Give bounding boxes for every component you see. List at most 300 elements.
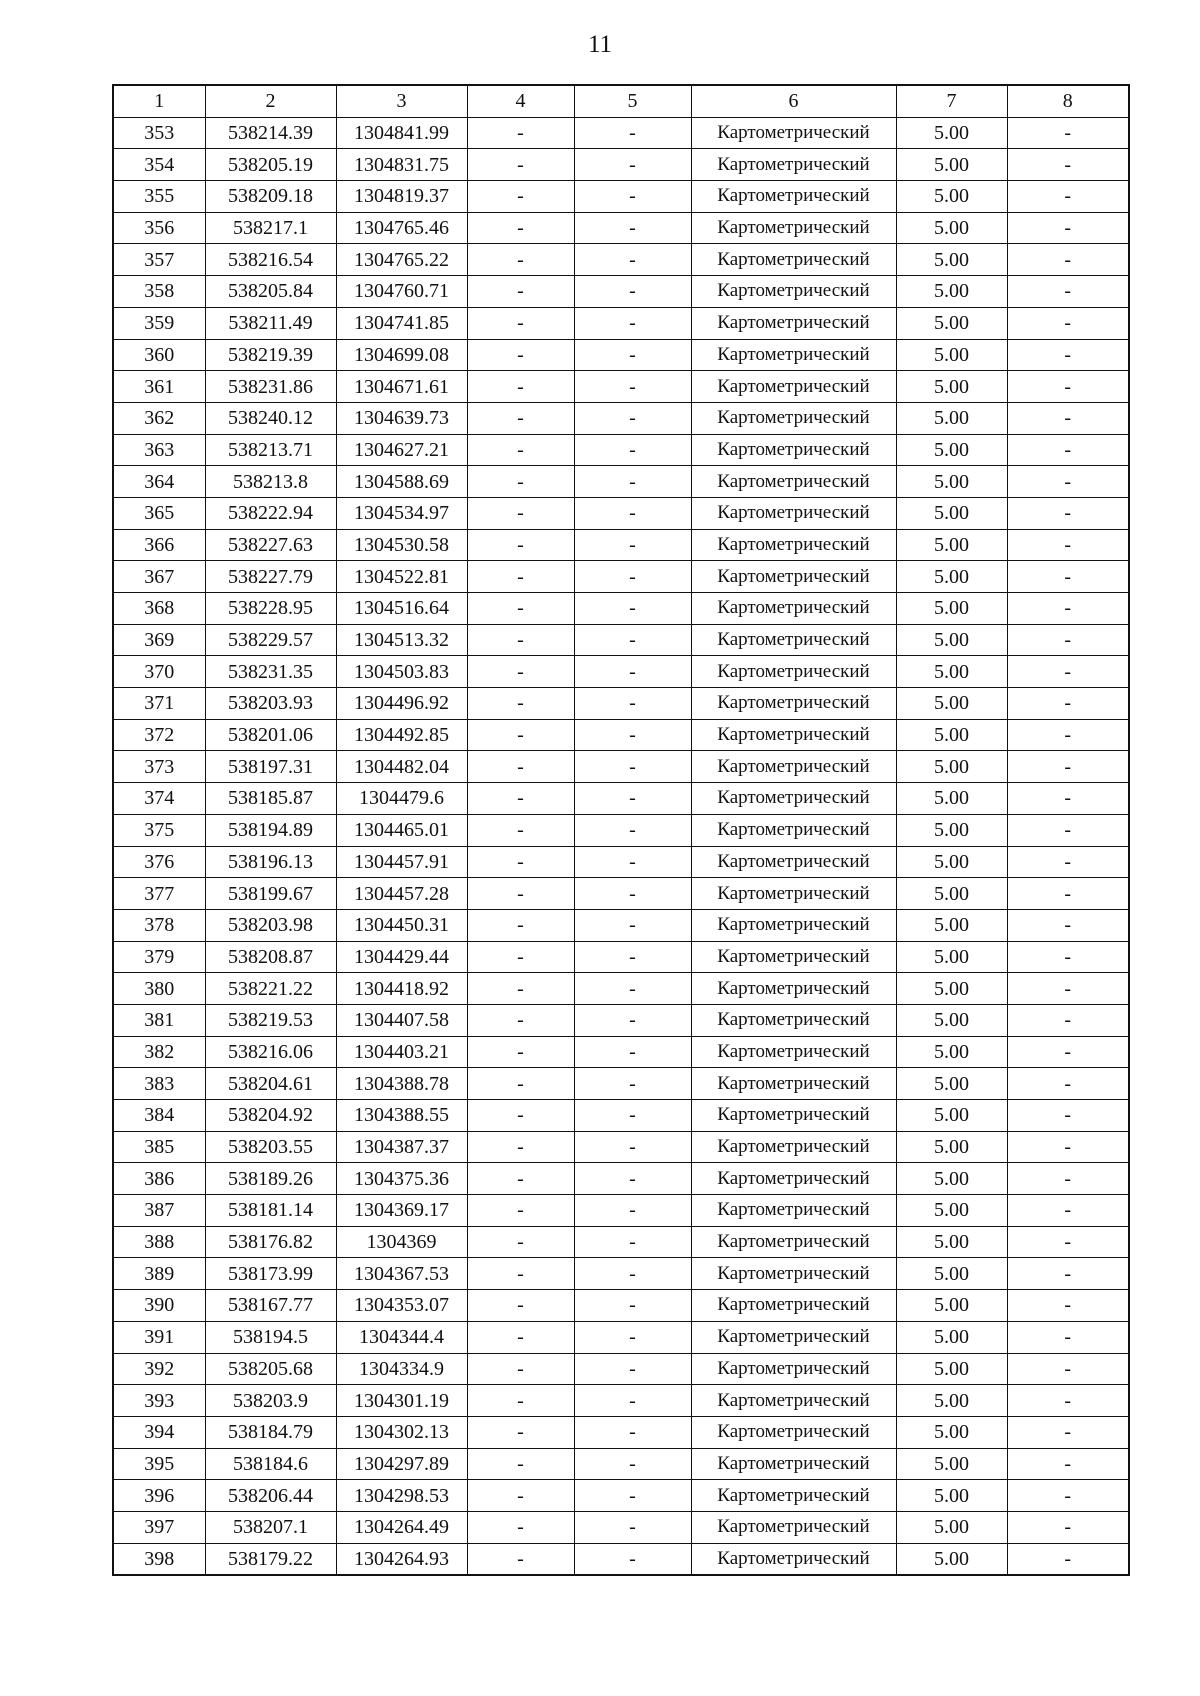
col-4-value-cell: - — [467, 497, 574, 529]
header-row — [113, 85, 1129, 117]
col-8-value-cell: - — [1007, 1068, 1129, 1100]
col-8-value-cell: - — [1007, 117, 1129, 149]
x-coordinate-cell: 538189.26 — [205, 1163, 336, 1195]
accuracy-cell: 5.00 — [896, 371, 1007, 403]
col-4-value-cell: - — [467, 1068, 574, 1100]
col-5-value-cell: - — [574, 212, 691, 244]
col-4-value-cell: - — [467, 593, 574, 625]
table-row — [113, 244, 1129, 276]
table-row — [113, 371, 1129, 403]
method-cell: Картометрический — [691, 1290, 896, 1322]
table-row — [113, 1195, 1129, 1227]
x-coordinate-cell: 538205.19 — [205, 149, 336, 181]
point-number-cell: 366 — [113, 529, 205, 561]
accuracy-cell: 5.00 — [896, 149, 1007, 181]
y-coordinate-cell: 1304297.89 — [336, 1448, 467, 1480]
accuracy-cell: 5.00 — [896, 751, 1007, 783]
col-5-value-cell: - — [574, 307, 691, 339]
col-8-value-cell: - — [1007, 593, 1129, 625]
point-number-cell: 376 — [113, 846, 205, 878]
col-4-value-cell: - — [467, 1290, 574, 1322]
col-5-value-cell: - — [574, 1511, 691, 1543]
accuracy-cell: 5.00 — [896, 688, 1007, 720]
table-row — [113, 814, 1129, 846]
method-cell: Картометрический — [691, 212, 896, 244]
point-number-cell: 383 — [113, 1068, 205, 1100]
point-number-cell: 362 — [113, 402, 205, 434]
col-8-value-cell: - — [1007, 1195, 1129, 1227]
col-4-value-cell: - — [467, 1353, 574, 1385]
y-coordinate-cell: 1304492.85 — [336, 719, 467, 751]
col-4-value-cell: - — [467, 307, 574, 339]
y-coordinate-cell: 1304741.85 — [336, 307, 467, 339]
method-cell: Картометрический — [691, 846, 896, 878]
y-coordinate-cell: 1304831.75 — [336, 149, 467, 181]
col-4-value-cell: - — [467, 117, 574, 149]
point-number-cell: 361 — [113, 371, 205, 403]
table-row — [113, 973, 1129, 1005]
x-coordinate-cell: 538185.87 — [205, 783, 336, 815]
col-8-value-cell: - — [1007, 212, 1129, 244]
table-row — [113, 1353, 1129, 1385]
y-coordinate-cell: 1304298.53 — [336, 1480, 467, 1512]
table-row — [113, 1543, 1129, 1575]
col-4-value-cell: - — [467, 561, 574, 593]
table-row — [113, 1068, 1129, 1100]
col-8-value-cell: - — [1007, 656, 1129, 688]
col-4-value-cell: - — [467, 1385, 574, 1417]
x-coordinate-cell: 538213.71 — [205, 434, 336, 466]
point-number-cell: 394 — [113, 1416, 205, 1448]
x-coordinate-cell: 538204.61 — [205, 1068, 336, 1100]
method-cell: Картометрический — [691, 719, 896, 751]
col-4-value-cell: - — [467, 1480, 574, 1512]
col-4-value-cell: - — [467, 1416, 574, 1448]
col-4-value-cell: - — [467, 1004, 574, 1036]
method-cell: Картометрический — [691, 561, 896, 593]
col-5-value-cell: - — [574, 1385, 691, 1417]
x-coordinate-cell: 538184.6 — [205, 1448, 336, 1480]
accuracy-cell: 5.00 — [896, 1036, 1007, 1068]
method-cell: Картометрический — [691, 656, 896, 688]
accuracy-cell: 5.00 — [896, 1068, 1007, 1100]
y-coordinate-cell: 1304375.36 — [336, 1163, 467, 1195]
col-4-value-cell: - — [467, 973, 574, 1005]
table-row — [113, 909, 1129, 941]
col-5-value-cell: - — [574, 1226, 691, 1258]
method-cell: Картометрический — [691, 466, 896, 498]
y-coordinate-cell: 1304530.58 — [336, 529, 467, 561]
col-4-value-cell: - — [467, 783, 574, 815]
point-number-cell: 386 — [113, 1163, 205, 1195]
method-cell: Картометрический — [691, 1068, 896, 1100]
col-5-value-cell: - — [574, 1258, 691, 1290]
method-cell: Картометрический — [691, 1004, 896, 1036]
col-4-value-cell: - — [467, 751, 574, 783]
col-5-value-cell: - — [574, 497, 691, 529]
x-coordinate-cell: 538197.31 — [205, 751, 336, 783]
column-header-2: 2 — [205, 85, 336, 117]
x-coordinate-cell: 538222.94 — [205, 497, 336, 529]
y-coordinate-cell: 1304457.28 — [336, 878, 467, 910]
method-cell: Картометрический — [691, 1258, 896, 1290]
table-row — [113, 434, 1129, 466]
col-5-value-cell: - — [574, 117, 691, 149]
col-4-value-cell: - — [467, 719, 574, 751]
x-coordinate-cell: 538205.84 — [205, 276, 336, 308]
table-row — [113, 1480, 1129, 1512]
col-4-value-cell: - — [467, 371, 574, 403]
accuracy-cell: 5.00 — [896, 276, 1007, 308]
x-coordinate-cell: 538209.18 — [205, 181, 336, 213]
col-5-value-cell: - — [574, 783, 691, 815]
col-5-value-cell: - — [574, 1068, 691, 1100]
col-8-value-cell: - — [1007, 529, 1129, 561]
table-row — [113, 624, 1129, 656]
x-coordinate-cell: 538173.99 — [205, 1258, 336, 1290]
x-coordinate-cell: 538199.67 — [205, 878, 336, 910]
accuracy-cell: 5.00 — [896, 1385, 1007, 1417]
accuracy-cell: 5.00 — [896, 941, 1007, 973]
accuracy-cell: 5.00 — [896, 909, 1007, 941]
col-4-value-cell: - — [467, 878, 574, 910]
point-number-cell: 368 — [113, 593, 205, 625]
col-4-value-cell: - — [467, 909, 574, 941]
col-8-value-cell: - — [1007, 814, 1129, 846]
y-coordinate-cell: 1304482.04 — [336, 751, 467, 783]
table-row — [113, 878, 1129, 910]
accuracy-cell: 5.00 — [896, 1448, 1007, 1480]
col-8-value-cell: - — [1007, 149, 1129, 181]
col-4-value-cell: - — [467, 1543, 574, 1575]
col-8-value-cell: - — [1007, 307, 1129, 339]
col-8-value-cell: - — [1007, 434, 1129, 466]
accuracy-cell: 5.00 — [896, 561, 1007, 593]
accuracy-cell: 5.00 — [896, 497, 1007, 529]
column-header-1: 1 — [113, 85, 205, 117]
method-cell: Картометрический — [691, 1511, 896, 1543]
col-8-value-cell: - — [1007, 1290, 1129, 1322]
point-number-cell: 388 — [113, 1226, 205, 1258]
col-4-value-cell: - — [467, 1195, 574, 1227]
method-cell: Картометрический — [691, 1226, 896, 1258]
table-row — [113, 1004, 1129, 1036]
y-coordinate-cell: 1304301.19 — [336, 1385, 467, 1417]
method-cell: Картометрический — [691, 307, 896, 339]
y-coordinate-cell: 1304479.6 — [336, 783, 467, 815]
x-coordinate-cell: 538208.87 — [205, 941, 336, 973]
point-number-cell: 384 — [113, 1100, 205, 1132]
method-cell: Картометрический — [691, 624, 896, 656]
x-coordinate-cell: 538227.79 — [205, 561, 336, 593]
col-4-value-cell: - — [467, 1511, 574, 1543]
accuracy-cell: 5.00 — [896, 973, 1007, 1005]
col-8-value-cell: - — [1007, 1004, 1129, 1036]
y-coordinate-cell: 1304367.53 — [336, 1258, 467, 1290]
table-row — [113, 149, 1129, 181]
x-coordinate-cell: 538194.89 — [205, 814, 336, 846]
point-number-cell: 371 — [113, 688, 205, 720]
y-coordinate-cell: 1304513.32 — [336, 624, 467, 656]
point-number-cell: 377 — [113, 878, 205, 910]
col-5-value-cell: - — [574, 1543, 691, 1575]
y-coordinate-cell: 1304369.17 — [336, 1195, 467, 1227]
col-5-value-cell: - — [574, 1036, 691, 1068]
point-number-cell: 364 — [113, 466, 205, 498]
method-cell: Картометрический — [691, 593, 896, 625]
y-coordinate-cell: 1304429.44 — [336, 941, 467, 973]
col-8-value-cell: - — [1007, 339, 1129, 371]
y-coordinate-cell: 1304465.01 — [336, 814, 467, 846]
method-cell: Картометрический — [691, 878, 896, 910]
point-number-cell: 387 — [113, 1195, 205, 1227]
accuracy-cell: 5.00 — [896, 1290, 1007, 1322]
point-number-cell: 385 — [113, 1131, 205, 1163]
x-coordinate-cell: 538221.22 — [205, 973, 336, 1005]
column-header-3: 3 — [336, 85, 467, 117]
accuracy-cell: 5.00 — [896, 212, 1007, 244]
col-5-value-cell: - — [574, 941, 691, 973]
col-5-value-cell: - — [574, 1100, 691, 1132]
table-row — [113, 212, 1129, 244]
col-5-value-cell: - — [574, 1480, 691, 1512]
col-5-value-cell: - — [574, 719, 691, 751]
col-4-value-cell: - — [467, 1448, 574, 1480]
table-row — [113, 339, 1129, 371]
table-header — [113, 85, 1129, 117]
col-5-value-cell: - — [574, 973, 691, 1005]
col-5-value-cell: - — [574, 149, 691, 181]
col-8-value-cell: - — [1007, 1163, 1129, 1195]
table-row — [113, 751, 1129, 783]
col-4-value-cell: - — [467, 276, 574, 308]
col-8-value-cell: - — [1007, 1131, 1129, 1163]
col-8-value-cell: - — [1007, 941, 1129, 973]
col-4-value-cell: - — [467, 1100, 574, 1132]
method-cell: Картометрический — [691, 402, 896, 434]
accuracy-cell: 5.00 — [896, 339, 1007, 371]
table-row — [113, 1226, 1129, 1258]
accuracy-cell: 5.00 — [896, 1321, 1007, 1353]
accuracy-cell: 5.00 — [896, 593, 1007, 625]
col-5-value-cell: - — [574, 593, 691, 625]
method-cell: Картометрический — [691, 497, 896, 529]
x-coordinate-cell: 538205.68 — [205, 1353, 336, 1385]
point-number-cell: 392 — [113, 1353, 205, 1385]
x-coordinate-cell: 538228.95 — [205, 593, 336, 625]
table-body — [113, 117, 1129, 1575]
col-5-value-cell: - — [574, 656, 691, 688]
accuracy-cell: 5.00 — [896, 1416, 1007, 1448]
x-coordinate-cell: 538216.54 — [205, 244, 336, 276]
accuracy-cell: 5.00 — [896, 1004, 1007, 1036]
accuracy-cell: 5.00 — [896, 1163, 1007, 1195]
point-number-cell: 357 — [113, 244, 205, 276]
col-4-value-cell: - — [467, 149, 574, 181]
accuracy-cell: 5.00 — [896, 529, 1007, 561]
accuracy-cell: 5.00 — [896, 656, 1007, 688]
y-coordinate-cell: 1304264.49 — [336, 1511, 467, 1543]
method-cell: Картометрический — [691, 529, 896, 561]
point-number-cell: 369 — [113, 624, 205, 656]
col-8-value-cell: - — [1007, 466, 1129, 498]
col-5-value-cell: - — [574, 371, 691, 403]
method-cell: Картометрический — [691, 973, 896, 1005]
col-8-value-cell: - — [1007, 497, 1129, 529]
point-number-cell: 390 — [113, 1290, 205, 1322]
table-row — [113, 1511, 1129, 1543]
method-cell: Картометрический — [691, 909, 896, 941]
accuracy-cell: 5.00 — [896, 1100, 1007, 1132]
accuracy-cell: 5.00 — [896, 783, 1007, 815]
point-number-cell: 360 — [113, 339, 205, 371]
col-5-value-cell: - — [574, 1448, 691, 1480]
col-5-value-cell: - — [574, 624, 691, 656]
y-coordinate-cell: 1304503.83 — [336, 656, 467, 688]
method-cell: Картометрический — [691, 1195, 896, 1227]
table-row — [113, 783, 1129, 815]
x-coordinate-cell: 538240.12 — [205, 402, 336, 434]
point-number-cell: 397 — [113, 1511, 205, 1543]
x-coordinate-cell: 538213.8 — [205, 466, 336, 498]
method-cell: Картометрический — [691, 1163, 896, 1195]
col-5-value-cell: - — [574, 434, 691, 466]
table-row — [113, 181, 1129, 213]
method-cell: Картометрический — [691, 783, 896, 815]
x-coordinate-cell: 538196.13 — [205, 846, 336, 878]
table-row — [113, 941, 1129, 973]
table-row — [113, 466, 1129, 498]
accuracy-cell: 5.00 — [896, 814, 1007, 846]
col-5-value-cell: - — [574, 751, 691, 783]
col-5-value-cell: - — [574, 561, 691, 593]
y-coordinate-cell: 1304387.37 — [336, 1131, 467, 1163]
col-8-value-cell: - — [1007, 1543, 1129, 1575]
table-row — [113, 846, 1129, 878]
point-number-cell: 398 — [113, 1543, 205, 1575]
col-5-value-cell: - — [574, 1290, 691, 1322]
x-coordinate-cell: 538231.86 — [205, 371, 336, 403]
accuracy-cell: 5.00 — [896, 878, 1007, 910]
col-4-value-cell: - — [467, 434, 574, 466]
y-coordinate-cell: 1304534.97 — [336, 497, 467, 529]
point-number-cell: 373 — [113, 751, 205, 783]
col-8-value-cell: - — [1007, 1258, 1129, 1290]
method-cell: Картометрический — [691, 1385, 896, 1417]
x-coordinate-cell: 538229.57 — [205, 624, 336, 656]
col-8-value-cell: - — [1007, 973, 1129, 1005]
page-number: 11 — [587, 31, 613, 58]
y-coordinate-cell: 1304344.4 — [336, 1321, 467, 1353]
col-4-value-cell: - — [467, 1036, 574, 1068]
accuracy-cell: 5.00 — [896, 402, 1007, 434]
y-coordinate-cell: 1304496.92 — [336, 688, 467, 720]
table-row — [113, 307, 1129, 339]
col-8-value-cell: - — [1007, 909, 1129, 941]
col-4-value-cell: - — [467, 1321, 574, 1353]
col-8-value-cell: - — [1007, 719, 1129, 751]
y-coordinate-cell: 1304699.08 — [336, 339, 467, 371]
x-coordinate-cell: 538217.1 — [205, 212, 336, 244]
col-5-value-cell: - — [574, 1004, 691, 1036]
y-coordinate-cell: 1304418.92 — [336, 973, 467, 1005]
col-8-value-cell: - — [1007, 1226, 1129, 1258]
col-8-value-cell: - — [1007, 371, 1129, 403]
col-8-value-cell: - — [1007, 276, 1129, 308]
col-5-value-cell: - — [574, 529, 691, 561]
accuracy-cell: 5.00 — [896, 434, 1007, 466]
col-4-value-cell: - — [467, 656, 574, 688]
accuracy-cell: 5.00 — [896, 244, 1007, 276]
method-cell: Картометрический — [691, 688, 896, 720]
accuracy-cell: 5.00 — [896, 624, 1007, 656]
col-8-value-cell: - — [1007, 1480, 1129, 1512]
x-coordinate-cell: 538184.79 — [205, 1416, 336, 1448]
column-header-7: 7 — [896, 85, 1007, 117]
col-5-value-cell: - — [574, 276, 691, 308]
accuracy-cell: 5.00 — [896, 181, 1007, 213]
col-8-value-cell: - — [1007, 1100, 1129, 1132]
accuracy-cell: 5.00 — [896, 846, 1007, 878]
col-5-value-cell: - — [574, 1353, 691, 1385]
method-cell: Картометрический — [691, 371, 896, 403]
x-coordinate-cell: 538219.53 — [205, 1004, 336, 1036]
y-coordinate-cell: 1304369 — [336, 1226, 467, 1258]
y-coordinate-cell: 1304302.13 — [336, 1416, 467, 1448]
y-coordinate-cell: 1304450.31 — [336, 909, 467, 941]
y-coordinate-cell: 1304671.61 — [336, 371, 467, 403]
col-5-value-cell: - — [574, 846, 691, 878]
table-row — [113, 1258, 1129, 1290]
coordinates-table — [112, 84, 1130, 1576]
table-row — [113, 1385, 1129, 1417]
table-row — [113, 1290, 1129, 1322]
y-coordinate-cell: 1304457.91 — [336, 846, 467, 878]
y-coordinate-cell: 1304639.73 — [336, 402, 467, 434]
col-4-value-cell: - — [467, 181, 574, 213]
col-8-value-cell: - — [1007, 688, 1129, 720]
x-coordinate-cell: 538167.77 — [205, 1290, 336, 1322]
point-number-cell: 379 — [113, 941, 205, 973]
method-cell: Картометрический — [691, 339, 896, 371]
x-coordinate-cell: 538203.9 — [205, 1385, 336, 1417]
y-coordinate-cell: 1304353.07 — [336, 1290, 467, 1322]
col-4-value-cell: - — [467, 402, 574, 434]
method-cell: Картометрический — [691, 117, 896, 149]
col-5-value-cell: - — [574, 466, 691, 498]
column-header-4: 4 — [467, 85, 574, 117]
col-8-value-cell: - — [1007, 878, 1129, 910]
table-row — [113, 276, 1129, 308]
x-coordinate-cell: 538194.5 — [205, 1321, 336, 1353]
col-4-value-cell: - — [467, 1258, 574, 1290]
table-row — [113, 688, 1129, 720]
y-coordinate-cell: 1304388.78 — [336, 1068, 467, 1100]
table-row — [113, 656, 1129, 688]
column-header-5: 5 — [574, 85, 691, 117]
col-8-value-cell: - — [1007, 1353, 1129, 1385]
y-coordinate-cell: 1304760.71 — [336, 276, 467, 308]
x-coordinate-cell: 538206.44 — [205, 1480, 336, 1512]
point-number-cell: 382 — [113, 1036, 205, 1068]
x-coordinate-cell: 538227.63 — [205, 529, 336, 561]
point-number-cell: 375 — [113, 814, 205, 846]
point-number-cell: 396 — [113, 1480, 205, 1512]
col-5-value-cell: - — [574, 909, 691, 941]
col-5-value-cell: - — [574, 244, 691, 276]
point-number-cell: 355 — [113, 181, 205, 213]
table-row — [113, 1163, 1129, 1195]
